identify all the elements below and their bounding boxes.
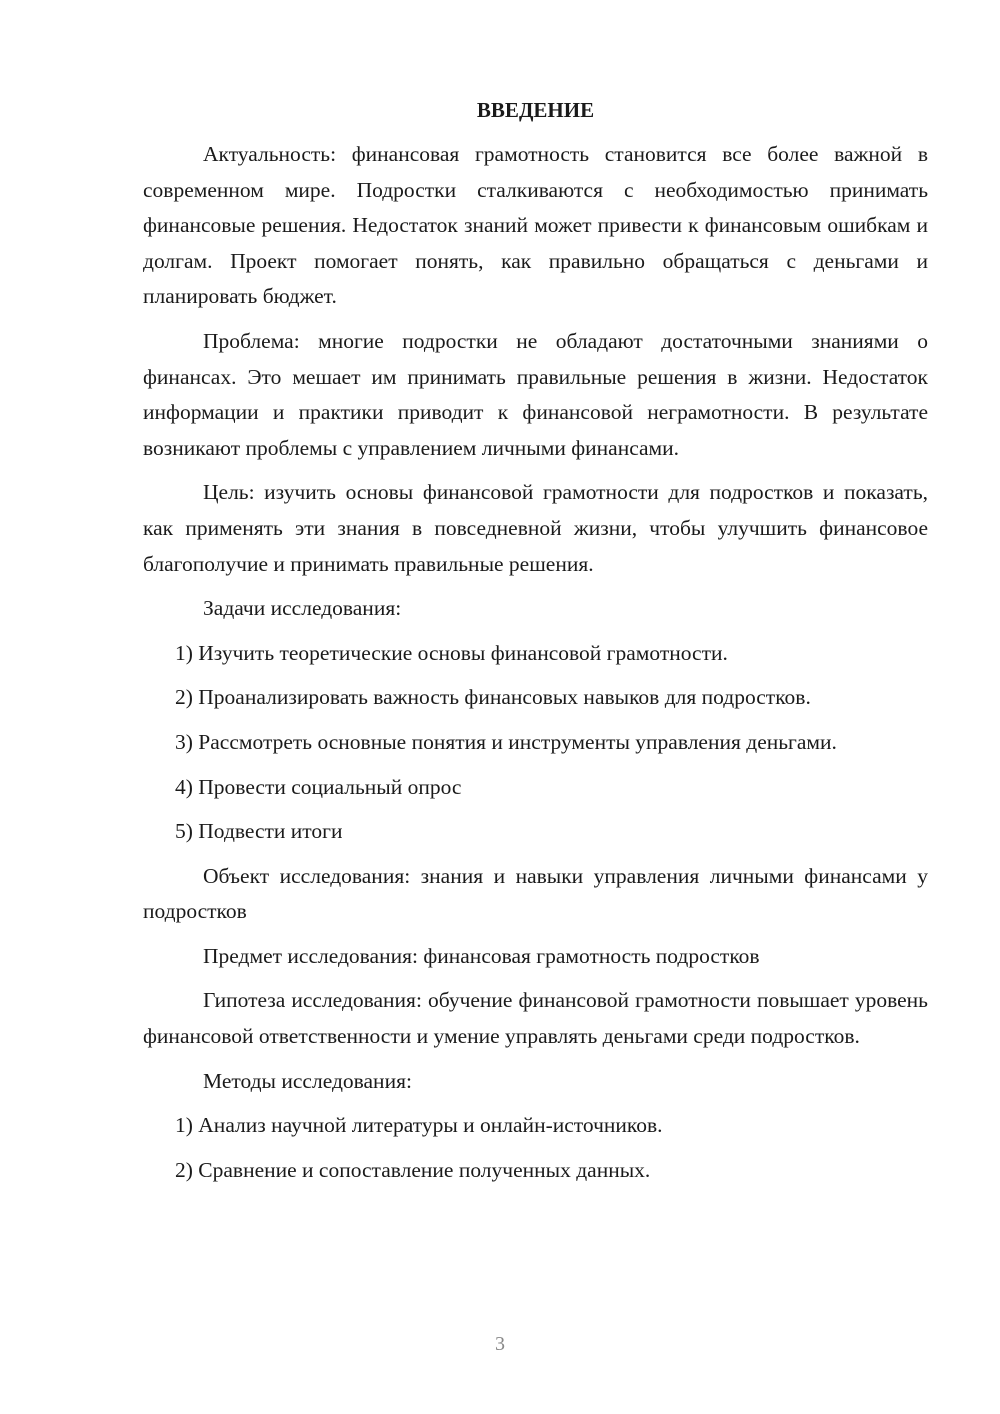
task-item: 4) Провести социальный опрос xyxy=(175,774,462,799)
methods-heading: Методы исследования: xyxy=(203,1068,412,1093)
tasks-heading: Задачи исследования: xyxy=(203,596,402,621)
subject-paragraph: Предмет исследования: финансовая грамотность подростков xyxy=(203,943,760,968)
document-page xyxy=(143,92,928,1188)
relevance-paragraph: Актуальность: финансовая грамотность становится все более важной в современном мире. Подростки сталкиваются с необходимостью принимать финансовые решения. Недостаток знаний может привести к финансовым ошибкам и долгам. Проект помогает понять, как правильно обращаться с деньгами и планировать бюджет. xyxy=(143,142,928,309)
object-paragraph: Объект исследования: знания и навыки управления личными финансами у подростков xyxy=(143,863,928,924)
task-item: 1) Изучить теоретические основы финансовой грамотности. xyxy=(175,640,728,665)
page-title: ВВЕДЕНИЕ xyxy=(476,98,595,122)
task-item: 5) Подвести итоги xyxy=(175,819,343,844)
method-item: 2) Сравнение и сопоставление полученных данных. xyxy=(175,1157,651,1182)
problem-paragraph: Проблема: многие подростки не обладают достаточными знаниями о финансах. Это мешает им принимать правильные решения в жизни. Недостаток информации и практики приводит к финансовой неграмотности. В результате возникают проблемы с управлением личными финансами. xyxy=(143,328,928,460)
page-number: 3 xyxy=(495,1333,505,1355)
hypothesis-paragraph: Гипотеза исследования: обучение финансовой грамотности повышает уровень финансовой ответственности и умение управлять деньгами среди подростков. xyxy=(143,988,928,1049)
method-item: 1) Анализ научной литературы и онлайн-источников. xyxy=(175,1113,663,1138)
goal-paragraph: Цель: изучить основы финансовой грамотности для подростков и показать, как применять эти знания в повседневной жизни, чтобы улучшить финансовое благополучие и принимать правильные решения. xyxy=(143,480,928,576)
task-item: 2) Проанализировать важность финансовых навыков для подростков. xyxy=(175,685,811,710)
task-item: 3) Рассмотреть основные понятия и инструменты управления деньгами. xyxy=(175,729,837,754)
